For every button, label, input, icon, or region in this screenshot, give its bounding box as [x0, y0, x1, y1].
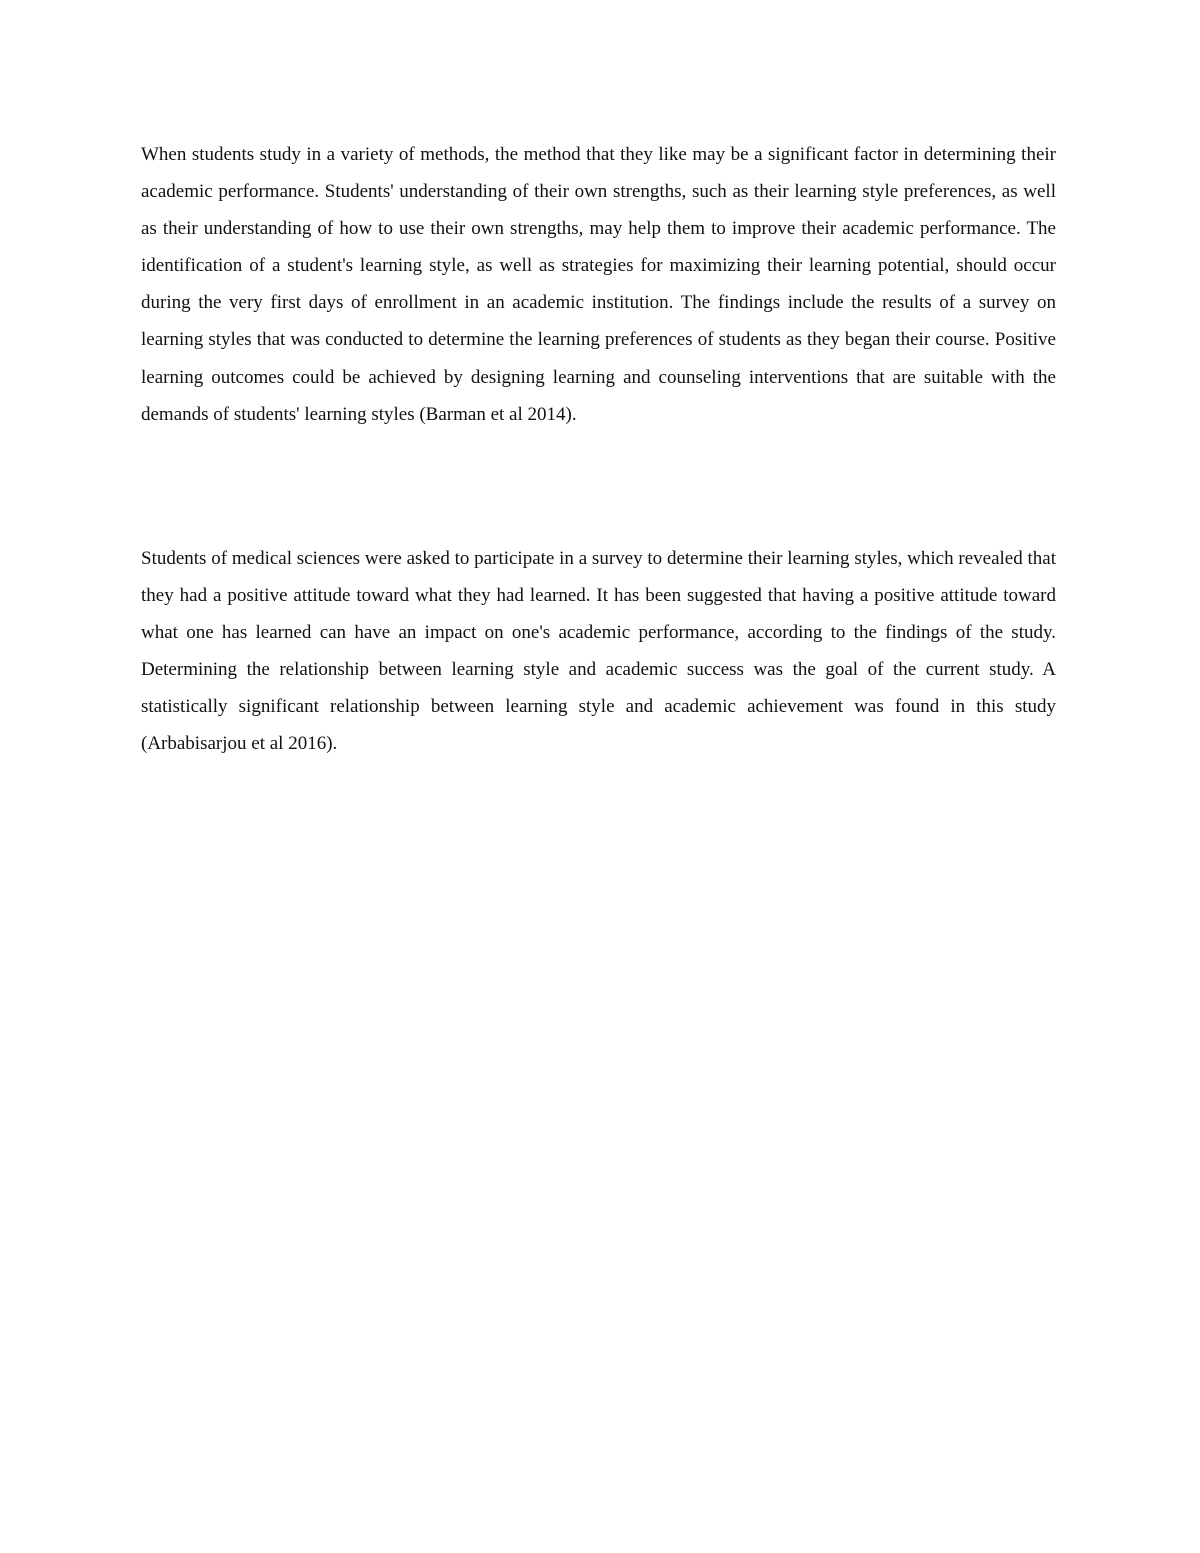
body-paragraph-1: When students study in a variety of methods, the method that they like may be a significant factor in determining their academic performance. Students' understanding of their own strengths, such as their learning style preferences, as well as their understanding of how to use their own strengths, may help them to improve their academic performance. The identification of a student's learning style, as well as strategies for maximizing their learning potential, should occur during the very first days of enrollment in an academic institution. The findings include the results of a survey on learning styles that was conducted to determine the learning preferences of students as they began their course. Positive learning outcomes could be achieved by designing learning and counseling interventions that are suitable with the demands of students' learning styles (Barman et al 2014).	[141, 144, 1056, 425]
body-paragraph-2: Students of medical sciences were asked to participate in a survey to determine their learning styles, which revealed that they had a positive attitude toward what they had learned. It has been suggested that having a positive attitude toward what one has learned can have an impact on one's academic performance, according to the findings of the study. Determining the relationship between learning style and academic success was the goal of the current study. A statistically significant relationship between learning style and academic achievement was found in this study (Arbabisarjou et al 2016).	[141, 548, 1056, 755]
